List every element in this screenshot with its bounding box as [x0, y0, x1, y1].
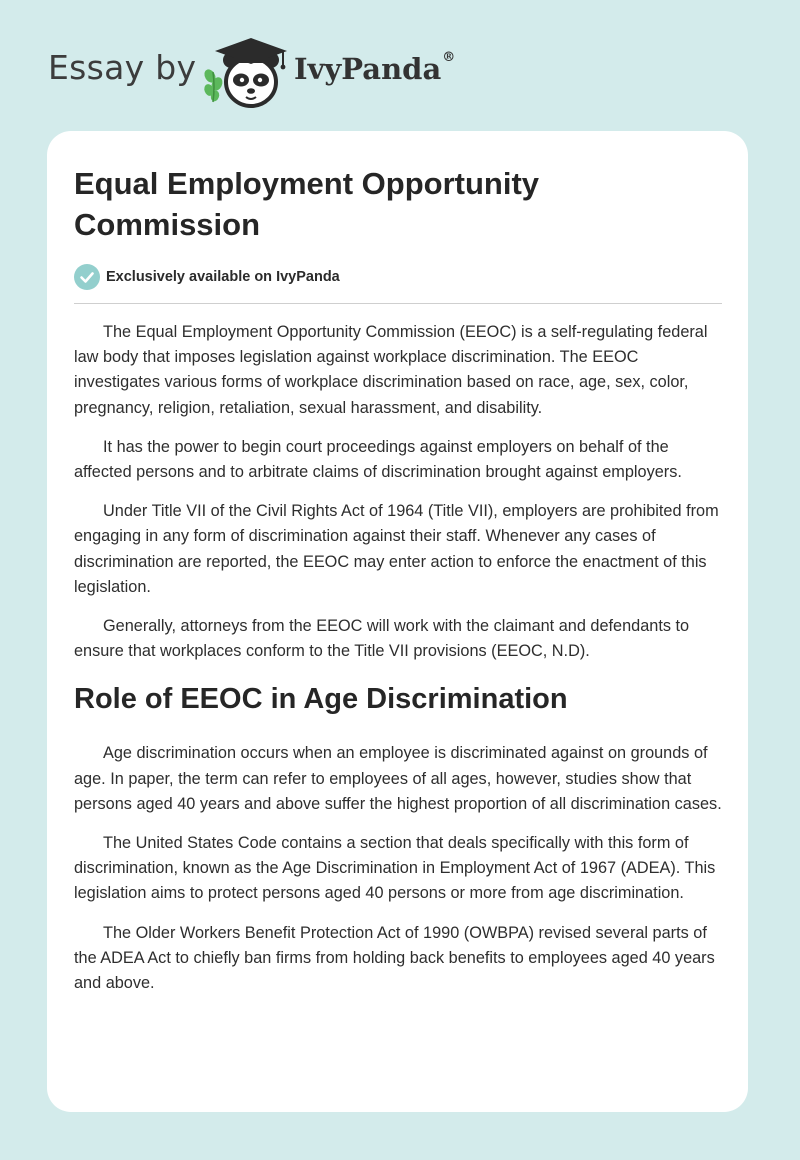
exclusive-badge-label: Exclusively available on IvyPanda — [106, 269, 340, 285]
brand-name — [294, 52, 455, 86]
paragraph: Generally, attorneys from the EEOC will work with the claimant and defendants to ensure that workplaces conform to the Title VII provisions (EEOC, N.D). — [74, 617, 690, 661]
panda-graduate-logo-icon — [201, 32, 295, 112]
paragraph: Age discrimination occurs when an employee is discriminated against on grounds of age. In paper, the term can refer to employees of all ages, however, studies show that persons aged 40 years and above suffer the highest proportion of all discrimination cases. — [74, 744, 722, 813]
essay-content — [74, 163, 722, 1010]
paragraph: The Older Workers Benefit Protection Act of 1990 (OWBPA) revised several parts of the ADEA Act to chiefly ban firms from holding back benefits to employees aged 40 years and above. — [74, 923, 715, 993]
section-2 — [74, 741, 722, 996]
check-circle-icon — [74, 264, 100, 290]
paragraph: The United States Code contains a section that deals specifically with this form of discrimination, known as the Age Discrimination in Employment Act of 1967 (ADEA). This legislation aims to protect persons aged 40 persons or more from age discrimination. — [74, 834, 716, 903]
paragraph: The Equal Employment Opportunity Commission (EEOC) is a self-regulating federal law body that imposes legislation against workplace discrimination. The EEOC investigates various forms of workplace discrimination based on race, age, sex, color, pregnancy, religion, retaliation, sexual harassment, and disability. — [74, 323, 708, 417]
paragraph: It has the power to begin court proceedings against employers on behalf of the affected persons and to arbitrate claims of discrimination brought against employers. — [74, 437, 682, 482]
section-heading: Role of EEOC in Age Discrimination — [74, 683, 568, 716]
brand-header[interactable] — [48, 28, 468, 112]
essay-card — [47, 131, 748, 1112]
brand-prefix: Essay by — [48, 48, 197, 87]
brand-name-text: IvyPanda — [294, 52, 442, 86]
paragraph: Under Title VII of the Civil Rights Act of 1964 (Title VII), employers are prohibited from engaging in any form of discrimination against their staff. Whenever any cases of discrimination are reported, the EEOC may enter action to enforce the enactment of this legislation. — [74, 502, 719, 596]
title-divider — [74, 303, 722, 304]
exclusive-badge — [74, 264, 722, 290]
registered-mark: ® — [442, 50, 456, 65]
page-title: Equal Employment Opportunity Commission — [74, 166, 540, 242]
section-1 — [74, 320, 722, 664]
